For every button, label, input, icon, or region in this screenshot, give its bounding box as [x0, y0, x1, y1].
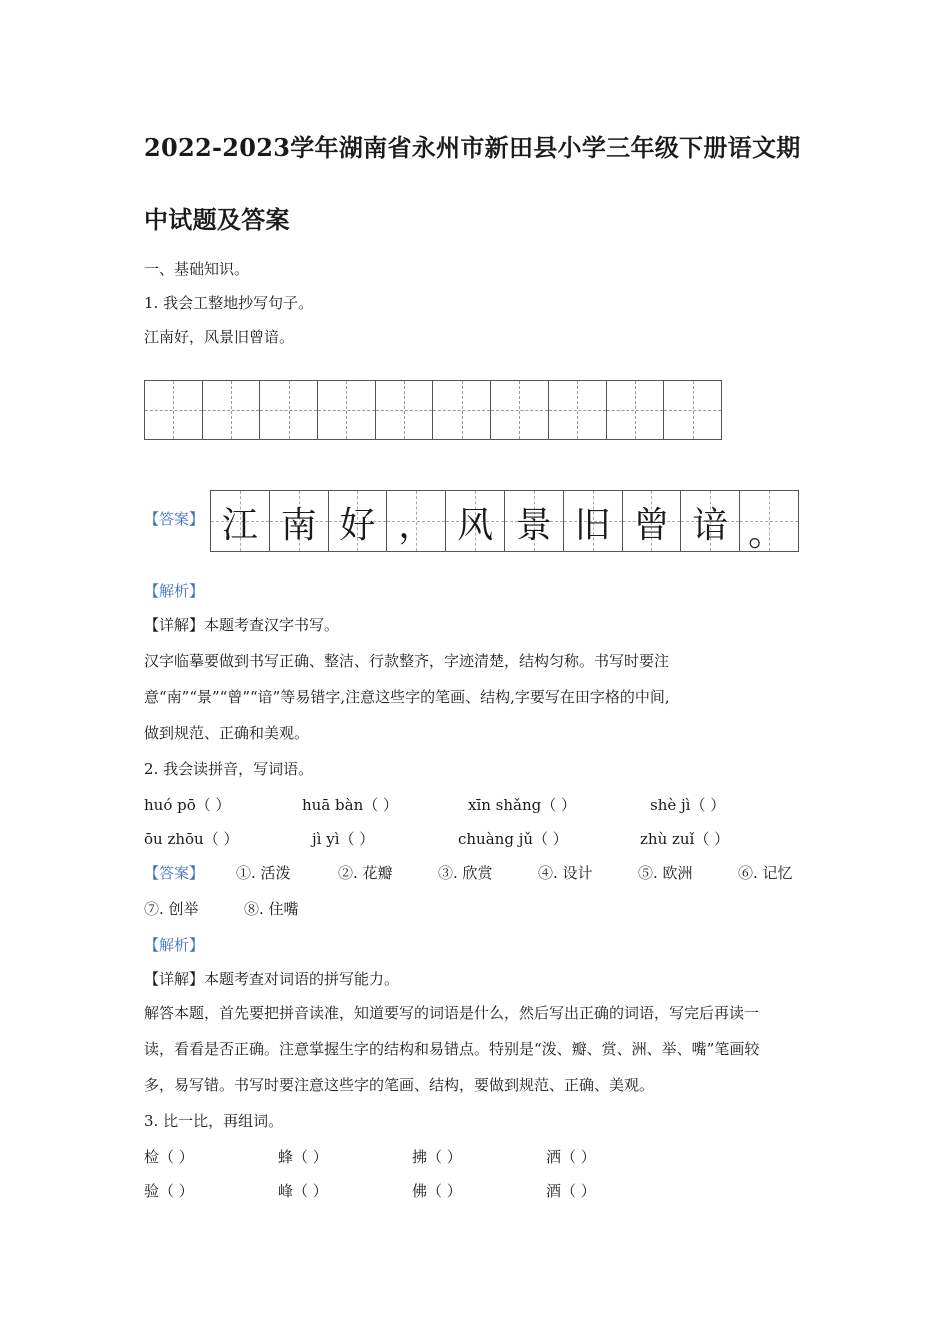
- answer-cell: 景: [505, 491, 564, 551]
- answer-cell: 风: [446, 491, 505, 551]
- q1-detail: [144, 614, 339, 635]
- grid-cell: [549, 381, 607, 439]
- detail-text: 本题考查汉字书写。: [204, 616, 340, 634]
- q3-prompt: 3. 比一比，再组词。: [144, 1112, 284, 1130]
- q2-para1: 解答本题，首先要把拼音读准，知道要写的词语是什么，然后写出正确的词语，写完后再读一: [144, 1004, 760, 1022]
- q1-answer-label: 【答案】: [144, 510, 205, 528]
- q3-item-6: 峰（ ）: [278, 1182, 328, 1200]
- answer-cell: 谙: [681, 491, 740, 551]
- q2-para2: 读，看看是否正确。注意掌握生字的结构和易错点。特别是“泼、瓣、赏、洲、举、嘴”笔画较: [144, 1040, 760, 1058]
- q2-pinyin-4: shè jì（ ）: [650, 796, 726, 814]
- q2-answer-label: 【答案】: [144, 864, 205, 882]
- grid-cell: [145, 381, 203, 439]
- q1-para1: 汉字临摹要做到书写正确、整洁、行款整齐，字迹清楚，结构匀称。书写时要注: [144, 652, 670, 670]
- q1-analysis-label: 【解析】: [144, 582, 205, 600]
- q3-item-1: 检（ ）: [144, 1148, 194, 1166]
- q2-pinyin-2: huā bàn（ ）: [302, 796, 399, 814]
- q3-item-7: 佛（ ）: [412, 1182, 462, 1200]
- grid-cell: [433, 381, 491, 439]
- q3-item-2: 蜂（ ）: [278, 1148, 328, 1166]
- answer-cell: 曾: [623, 491, 682, 551]
- answer-cell: 江: [211, 491, 270, 551]
- answer-cell: 。: [740, 491, 799, 551]
- section-heading: 一、基础知识。: [144, 260, 250, 278]
- q2-pinyin-6: jì yì（ ）: [312, 830, 375, 848]
- grid-cell: [260, 381, 318, 439]
- q3-item-3: 拂（ ）: [412, 1148, 462, 1166]
- q2-answer-5: ⑤. 欧洲: [638, 864, 693, 882]
- q3-item-5: 验（ ）: [144, 1182, 194, 1200]
- q2-answer-3: ③. 欣赏: [438, 864, 493, 882]
- answer-grid: [210, 490, 799, 552]
- grid-cell: [664, 381, 722, 439]
- grid-cell: [607, 381, 665, 439]
- q2-answer-1: ①. 活泼: [236, 864, 291, 882]
- q1-para2: 意“南”“景”“曾”“谙”等易错字,注意这些字的笔画、结构,字要写在田字格的中间,: [144, 688, 670, 706]
- q2-answer-8: ⑧. 住嘴: [244, 900, 299, 918]
- q2-detail: [144, 968, 399, 989]
- page-title-line1: 2022-2023学年湖南省永州市新田县小学三年级下册语文期: [144, 133, 801, 162]
- q2-para3: 多，易写错。书写时要注意这些字的笔画、结构，要做到规范、正确、美观。: [144, 1076, 655, 1094]
- grid-cell: [203, 381, 261, 439]
- page-title-line2: 中试题及答案: [144, 205, 290, 234]
- answer-cell: ，: [387, 491, 446, 551]
- q3-item-8: 酒（ ）: [546, 1182, 596, 1200]
- q2-answer-2: ②. 花瓣: [338, 864, 393, 882]
- grid-cell: [318, 381, 376, 439]
- q1-para3: 做到规范、正确和美观。: [144, 724, 310, 742]
- q2-pinyin-7: chuàng jǔ（ ）: [458, 830, 568, 848]
- grid-cell: [376, 381, 434, 439]
- q2-prompt: 2. 我会读拼音，写词语。: [144, 760, 314, 778]
- grid-cell: [491, 381, 549, 439]
- answer-cell: 南: [270, 491, 329, 551]
- detail-label: 【详解】: [144, 970, 205, 988]
- detail-text: 本题考查对词语的拼写能力。: [204, 970, 400, 988]
- q2-answer-6: ⑥. 记忆: [738, 864, 793, 882]
- detail-label: 【详解】: [144, 616, 205, 634]
- q3-item-4: 洒（ ）: [546, 1148, 596, 1166]
- writing-grid: [144, 380, 722, 440]
- q2-pinyin-5: ōu zhōu（ ）: [144, 830, 239, 848]
- q1-prompt: 1. 我会工整地抄写句子。: [144, 294, 314, 312]
- q1-sentence: 江南好，风景旧曾谙。: [144, 328, 295, 346]
- q2-pinyin-8: zhù zuǐ（ ）: [640, 830, 730, 848]
- q2-analysis-label: 【解析】: [144, 936, 205, 954]
- q2-answer-4: ④. 设计: [538, 864, 593, 882]
- q2-pinyin-3: xīn shǎng（ ）: [468, 796, 577, 814]
- q2-answer-7: ⑦. 创举: [144, 900, 199, 918]
- answer-cell: 旧: [564, 491, 623, 551]
- answer-cell: 好: [329, 491, 388, 551]
- q2-pinyin-1: huó pō（ ）: [144, 796, 231, 814]
